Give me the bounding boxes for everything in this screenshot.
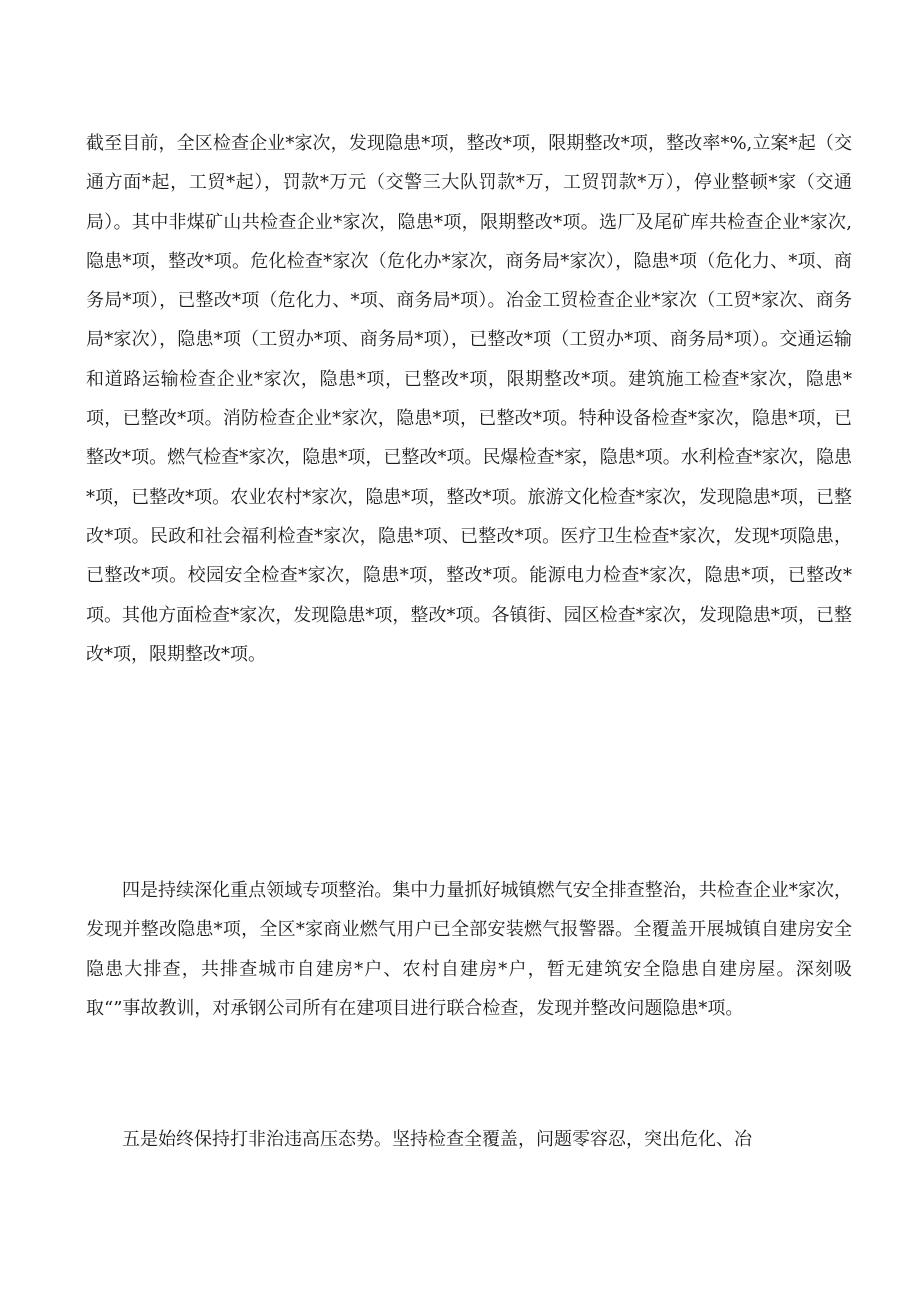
paragraph-crackdown-illegal: 五是始终保持打非治违高压态势。坚持检查全覆盖，问题零容忍，突出危化、冶 xyxy=(122,1129,752,1150)
paragraph-inspection-summary: 截至目前，全区检查企业*家次，发现隐患*项，整改*项，限期整改*项，整改率*%,立案*起（交通方面*起，工贸*起），罚款*万元（交警三大队罚款*万，工贸罚款*万），停业整顿*家（交通局）。其中非煤矿山共检查企业*家次，隐患*项，限期整改*项。选厂及尾矿库共检查企业*家次,隐患*项，整改*项。危化检查*家次（危化办*家次，商务局*家次），隐患*项（危化力、*项、商务局*项），已整改*项（危化力、*项、商务局*项）。冶金工贸检查企业*家次（工贸*家次、商务局*家次），隐患*项（工贸办*项、商务局*项），已整改*项（工贸办*项、商务局*项）。交通运输和道路运输检查企业*家次，隐患*项，已整改*项，限期整改*项。建筑施工检查*家次，隐患*项，已整改*项。消防检查企业*家次，隐患*项，已整改*项。特种设备检查*家次，隐患*项，已整改*项。燃气检查*家次，隐患*项，已整改*项。民爆检查*家，隐患*项。水利检查*家次，隐患*项，已整改*项。农业农村*家次，隐患*项，整改*项。旅游文化检查*家次，发现隐患*项，已整改*项。民政和社会福利检查*家次，隐患*项、已整改*项。医疗卫生检查*家次，发现*项隐患，已整改*项。校园安全检查*家次，隐患*项，整改*项。能源电力检查*家次，隐患*项，已整改*项。其他方面检查*家次，发现隐患*项，整改*项。各镇街、园区检查*家次，发现隐患*项，已整改*项，限期整改*项。 xyxy=(86,133,852,665)
paragraph-key-area-rectification: 四是持续深化重点领域专项整治。集中力量抓好城镇燃气安全排查整治，共检查企业*家次，发现并整改隐患*项，全区*家商业燃气用户已全部安装燃气报警器。全覆盖开展城镇自建房安全隐患大排查，共排查城市自建房*户、农村自建房*户，暂无建筑安全隐患自建房屋。深刻吸取“”事故教训，对承钢公司所有在建项目进行联合检查，发现并整改问题隐患*项。 xyxy=(86,880,852,1019)
